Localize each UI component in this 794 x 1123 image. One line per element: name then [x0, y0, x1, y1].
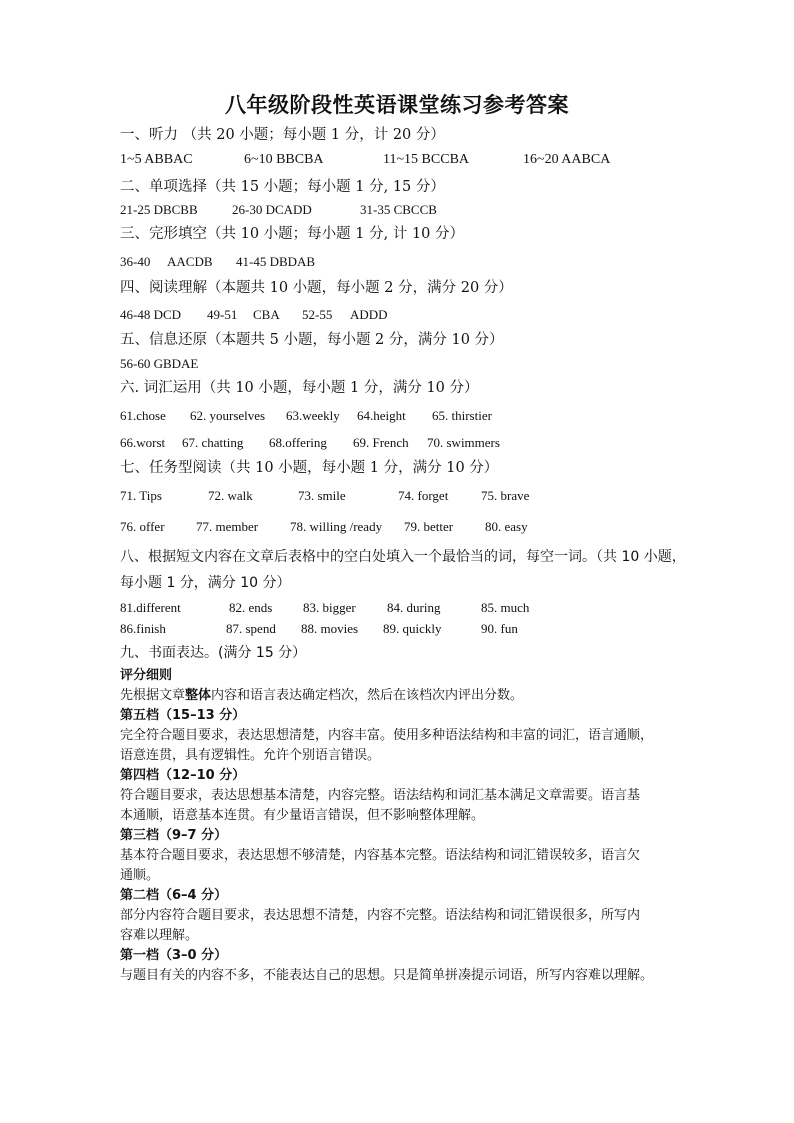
answer-6-10: 6~10 BBCBA: [244, 152, 324, 167]
section-listening-header: 一、听力 （共 20 小题；每小题 1 分，计 20 分）: [120, 127, 445, 143]
answer-74: 74. forget: [398, 488, 449, 503]
level-1-desc-line1: 与题目有关的内容不多，不能表达自己的思想。只是简单拼凑提示词语，所写内容难以理解。: [120, 968, 654, 983]
answer-52-55: ADDD: [350, 307, 388, 322]
answer-84: 84. during: [387, 600, 441, 615]
rubric-intro: [120, 689, 523, 702]
section-cloze-header: 三、完形填空（共 10 小题；每小题 1 分, 计 10 分）: [120, 226, 464, 242]
answer-76: 76. offer: [120, 519, 165, 534]
section-writing-header: 九、书面表达。(满分 15 分）: [120, 645, 307, 661]
answer-31-35: 31-35 CBCCB: [360, 202, 437, 217]
answer-88: 88. movies: [301, 621, 359, 636]
answer-26-30: 26-30 DCADD: [232, 202, 312, 217]
section-reading-header: 四、阅读理解（本题共 10 小题，每小题 2 分，满分 20 分）: [120, 280, 513, 296]
answer-67: 67. chatting: [182, 435, 244, 450]
answer-61: 61.chose: [120, 408, 166, 423]
section-fill-table-header-line2: 每小题 1 分，满分 10 分）: [120, 575, 291, 591]
level-4-title: 第四档（12–10 分）: [120, 768, 246, 783]
answer-64: 64.height: [357, 408, 406, 423]
answer-90: 90. fun: [481, 621, 518, 636]
answer-77: 77. member: [196, 519, 259, 534]
level-4-desc-line1: 符合题目要求，表达思想基本清楚，内容完整。语法结构和词汇基本满足文章需要。语言基: [120, 788, 641, 803]
answer-89: 89. quickly: [383, 621, 442, 636]
answer-79: 79. better: [404, 519, 454, 534]
answer-36-40-label: 36-40: [120, 254, 151, 269]
answer-63: 63.weekly: [286, 408, 340, 423]
section-vocabulary-header: 六. 词汇运用（共 10 小题，每小题 1 分，满分 10 分）: [120, 380, 479, 396]
answer-78: 78. willing /ready: [290, 519, 383, 534]
rubric-intro-part-a: 先根据文章: [120, 688, 186, 703]
rubric-title: 评分细则: [120, 668, 173, 683]
level-2-desc-line1: 部分内容符合题目要求，表达思想不清楚，内容不完整。语法结构和词汇错误很多，所写内: [120, 908, 641, 923]
section-task-reading-header: 七、任务型阅读（共 10 小题，每小题 1 分，满分 10 分）: [120, 460, 499, 476]
answer-49-51: CBA: [253, 307, 280, 322]
level-2-desc-line2: 容难以理解。: [120, 928, 199, 943]
level-5-desc-line2: 语意连贯，具有逻辑性。允许个别语言错误。: [120, 748, 381, 763]
answer-85: 85. much: [481, 600, 530, 615]
rubric-intro-emphasis: 整体: [185, 688, 212, 703]
section-info-restore-header: 五、信息还原（本题共 5 小题，每小题 2 分，满分 10 分）: [120, 332, 504, 348]
answer-80: 80. easy: [485, 519, 528, 534]
answer-70: 70. swimmers: [427, 435, 500, 450]
answer-41-45: 41-45 DBDAB: [236, 254, 316, 269]
answer-87: 87. spend: [226, 621, 276, 636]
answer-75: 75. brave: [481, 488, 530, 503]
level-3-desc-line2: 通顺。: [120, 868, 160, 883]
answer-62: 62. yourselves: [190, 408, 266, 423]
answer-21-25: 21-25 DBCBB: [120, 202, 198, 217]
answer-72: 72. walk: [208, 488, 253, 503]
section-fill-table-header-line1: 八、根据短文内容在文章后表格中的空白处填入一个最恰当的词，每空一词。（共 10 小题，: [120, 549, 686, 565]
section-single-choice-header: 二、单项选择（共 15 小题；每小题 1 分, 15 分）: [120, 179, 445, 195]
answer-52-55-label: 52-55: [302, 307, 333, 322]
answer-65: 65. thirstier: [432, 408, 492, 423]
answer-56-60: 56-60 GBDAE: [120, 356, 199, 371]
answer-71: 71. Tips: [120, 488, 162, 503]
answer-73: 73. smile: [298, 488, 346, 503]
answer-46-48: 46-48 DCD: [120, 307, 182, 322]
level-2-title: 第二档（6–4 分）: [120, 888, 228, 903]
level-1-title: 第一档（3–0 分）: [120, 948, 228, 963]
level-5-title: 第五档（15–13 分）: [120, 708, 246, 723]
answer-66: 66.worst: [120, 435, 166, 450]
answer-1-5: 1~5 ABBAC: [120, 152, 193, 167]
answer-83: 83. bigger: [303, 600, 356, 615]
answer-82: 82. ends: [229, 600, 273, 615]
answer-81: 81.different: [120, 600, 181, 615]
answer-86: 86.finish: [120, 621, 166, 636]
answer-49-51-label: 49-51: [207, 307, 238, 322]
answer-36-40: AACDB: [167, 254, 213, 269]
level-4-desc-line2: 本通顺，语意基本连贯。有少量语言错误，但不影响整体理解。: [120, 808, 485, 823]
answer-68: 68.offering: [269, 435, 327, 450]
answer-69: 69. French: [353, 435, 409, 450]
answer-16-20: 16~20 AABCA: [523, 152, 611, 167]
page-title: 八年级阶段性英语课堂练习参考答案: [225, 92, 569, 117]
answer-11-15: 11~15 BCCBA: [383, 152, 470, 167]
level-3-desc-line1: 基本符合题目要求，表达思想不够清楚，内容基本完整。语法结构和词汇错误较多，语言欠: [120, 848, 641, 863]
level-5-desc-line1: 完全符合题目要求，表达思想清楚，内容丰富。使用多种语法结构和丰富的词汇，语言通顺，: [120, 728, 654, 743]
level-3-title: 第三档（9–7 分）: [120, 828, 228, 843]
rubric-intro-part-c: 内容和语言表达确定档次，然后在该档次内评出分数。: [211, 688, 524, 703]
